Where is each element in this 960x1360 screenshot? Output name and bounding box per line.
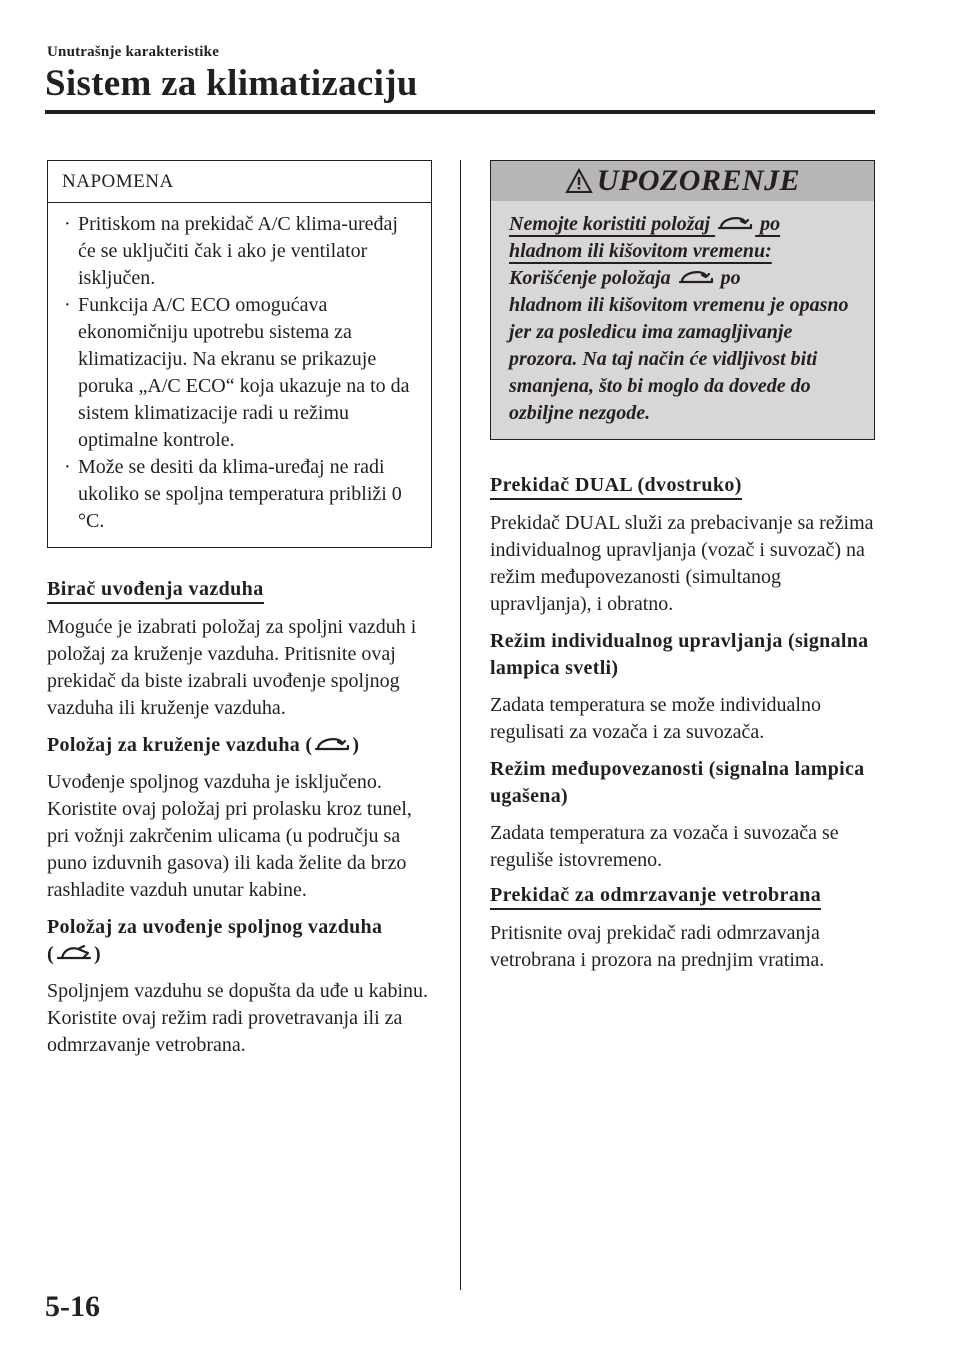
fresh-air-icon — [54, 943, 94, 963]
warning-body — [491, 201, 874, 439]
bullet-icon: · — [64, 456, 71, 478]
fresh-air-heading-open: ( — [47, 943, 54, 965]
note-item-text: Može se desiti da klima-uređaj ne radi ukoliko se spoljna temperatura približi 0 °C. — [78, 456, 402, 532]
air-intake-intro: Moguće je izabrati položaj za spoljni vazduh i položaj za kruženje vazduha. Pritisnite ovaj prekidač da biste izabrali uvođenje spoljnog vazduha ili kruženje vazduha. — [47, 616, 417, 719]
warning-text: po — [720, 267, 741, 289]
note-body — [48, 203, 431, 547]
recirculation-icon — [676, 267, 716, 287]
page-number: 5-16 — [45, 1290, 100, 1323]
linked-mode-heading: Režim međupovezanosti (signalna lampica ugašena) — [490, 758, 865, 807]
fresh-air-heading — [47, 914, 432, 968]
warning-text: Nemojte koristiti položaj — [509, 213, 711, 235]
left-column — [47, 160, 432, 1069]
note-item-text: Funkcija A/C ECO omogućava ekonomičniju upotrebu sistema za klimatizaciju. Na ekranu se prikazuje poruka „A/C ECO“ koja ukazuje na to da sistem klimatizacije radi u režimu optimalne kontrole. — [78, 294, 410, 451]
individual-mode-text: Zadata temperatura se može individualno regulisati za vozača i za suvozača. — [490, 694, 821, 743]
fresh-air-heading-end: ) — [93, 943, 101, 965]
note-item — [64, 454, 419, 535]
warning-box — [490, 160, 875, 440]
warning-line — [509, 265, 858, 292]
column-divider — [460, 160, 461, 1290]
individual-mode-heading: Režim individualnog upravljanja (signalna lampica svetli) — [490, 630, 869, 679]
bullet-icon: · — [64, 294, 71, 316]
warning-paragraph: hladnom ili kišovitom vremenu je opasno jer za posledicu ima zamagljivanje prozora. Na taj način će vidljivost biti smanjena, što bi moglo da dovede do ozbiljne nezgode. — [509, 294, 849, 424]
bullet-icon: · — [64, 213, 71, 235]
recirc-heading — [47, 732, 432, 759]
warning-header — [491, 161, 874, 201]
section-label: Unutrašnje karakteristike — [47, 44, 220, 60]
warning-text: po — [760, 213, 781, 235]
fresh-air-text: Spoljnjem vazduhu se dopušta da uđe u kabinu. Koristite ovaj režim radi provetravanja ili za odmrzavanje vetrobrana. — [47, 980, 429, 1056]
recirc-heading-text: Položaj za kruženje vazduha ( — [47, 734, 313, 756]
defrost-text: Pritisnite ovaj prekidač radi odmrzavanja vetrobrana i prozora na prednjim vratima. — [490, 922, 825, 971]
warning-line: hladnom ili kišovitom vremenu: — [509, 240, 772, 262]
note-item — [64, 292, 419, 454]
note-heading: NAPOMENA — [48, 161, 431, 203]
right-column — [490, 160, 875, 984]
recirc-heading-end: ) — [352, 734, 360, 756]
warning-line — [509, 211, 858, 238]
warning-heading: UPOZORENJE — [596, 164, 801, 197]
linked-mode-text: Zadata temperatura za vozača i suvozača se reguliše istovremeno. — [490, 822, 839, 871]
fresh-air-heading-text: Položaj za uvođenje spoljnog vazduha — [47, 916, 383, 938]
recirculation-icon — [715, 213, 755, 233]
warning-triangle-icon — [565, 168, 593, 194]
note-item — [64, 211, 419, 292]
page-title: Sistem za klimatizaciju — [45, 63, 418, 104]
recirc-text: Uvođenje spoljnog vazduha je isključeno. Koristite ovaj položaj pri prolasku kroz tunel, pri vožnji zakrčenim ulicama (u području sa puno izduvnih gasova) ili kada želite da brzo rashladite vazduh unutar kabine. — [47, 771, 412, 901]
defrost-heading: Prekidač za odmrzavanje vetrobrana — [490, 884, 821, 910]
dual-intro: Prekidač DUAL služi za prebacivanje sa režima individualnog upravljanja (vozač i suvozač) na režim međupovezanosti (simultanog upravljanja), i obratno. — [490, 512, 874, 615]
warning-text: Korišćenje položaja — [509, 267, 671, 289]
header-rule — [45, 110, 875, 114]
recirculation-icon — [312, 734, 352, 754]
air-intake-heading: Birač uvođenja vazduha — [47, 578, 264, 604]
note-box — [47, 160, 432, 548]
dual-heading: Prekidač DUAL (dvostruko) — [490, 474, 742, 500]
note-item-text: Pritiskom na prekidač A/C klima-uređaj će se uključiti čak i ako je ventilator isključen. — [78, 213, 398, 289]
